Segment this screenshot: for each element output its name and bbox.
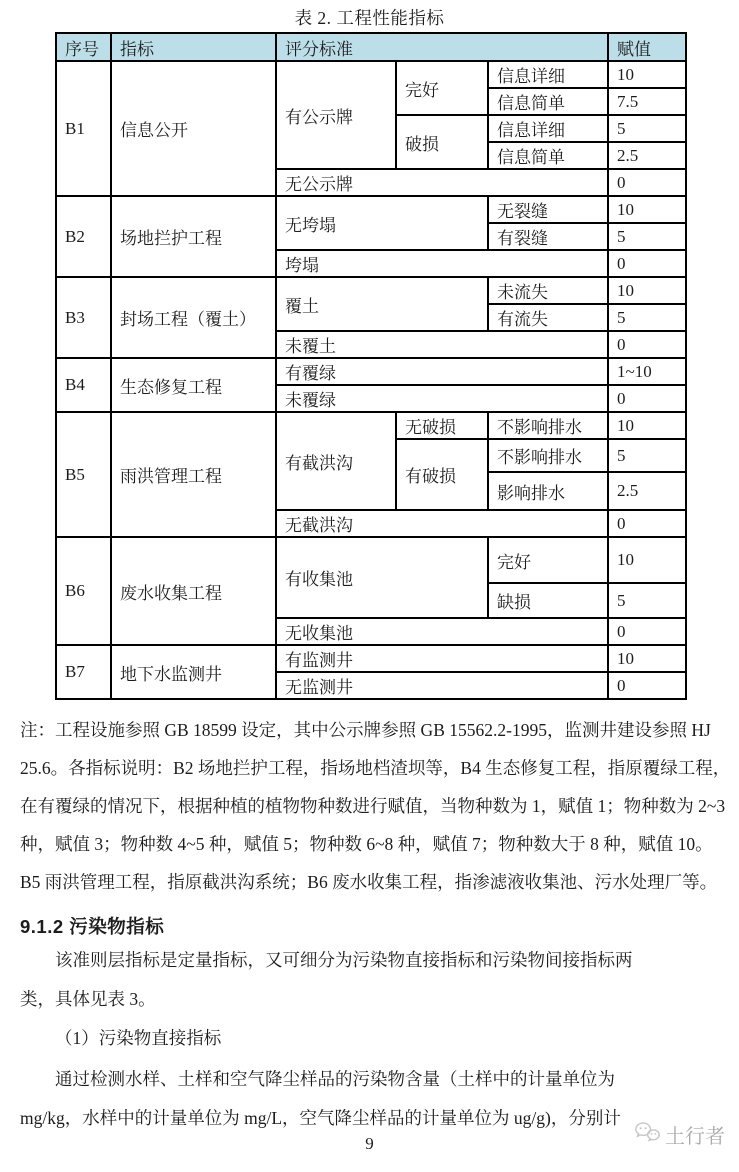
table-cell: 不影响排水 bbox=[488, 439, 608, 472]
table-cell: 地下水监测井 bbox=[111, 645, 276, 699]
table-cell: 0 bbox=[608, 169, 686, 196]
list-item: （1）污染物直接指标 bbox=[55, 1028, 222, 1048]
table-cell: 生态修复工程 bbox=[111, 358, 276, 412]
paragraph-1 bbox=[20, 941, 719, 1058]
table-cell: 10 bbox=[608, 645, 686, 672]
table-cell: 0 bbox=[608, 385, 686, 412]
section-heading: 9.1.2 污染物指标 bbox=[20, 916, 165, 937]
table-cell: 5 bbox=[608, 304, 686, 331]
table-cell: 有覆绿 bbox=[276, 358, 608, 385]
table-cell: 10 bbox=[608, 196, 686, 223]
table-cell: B2 bbox=[56, 196, 111, 277]
table-cell: B3 bbox=[56, 277, 111, 358]
watermark-label: 土行者 bbox=[665, 1126, 725, 1148]
table-cell: 7.5 bbox=[608, 88, 686, 115]
table-header-cell: 序号 bbox=[56, 33, 111, 61]
table-cell: 信息简单 bbox=[488, 142, 608, 169]
table-cell: 有破损 bbox=[396, 439, 488, 510]
table-cell: B7 bbox=[56, 645, 111, 699]
table-cell: 无截洪沟 bbox=[276, 510, 608, 537]
table-cell: 无垮塌 bbox=[276, 196, 488, 250]
table-cell: 影响排水 bbox=[488, 472, 608, 510]
table-header-row bbox=[56, 33, 686, 61]
table-cell: 0 bbox=[608, 510, 686, 537]
table-row bbox=[56, 645, 686, 672]
table-cell: 10 bbox=[608, 412, 686, 439]
table-cell: 信息详细 bbox=[488, 61, 608, 88]
table-cell: 无破损 bbox=[396, 412, 488, 439]
table-row bbox=[56, 196, 686, 223]
table-cell: 10 bbox=[608, 61, 686, 88]
table-row bbox=[56, 537, 686, 583]
paragraph-line: mg/kg，水样中的计量单位为 mg/L，空气降尘样品的计量单位为 ug/g)，分别计 bbox=[20, 1108, 621, 1128]
table-cell: 无公示牌 bbox=[276, 169, 608, 196]
paragraph-line: 该准则层指标是定量指标，又可细分为污染物直接指标和污染物间接指标两 bbox=[55, 950, 633, 970]
table-cell: 0 bbox=[608, 672, 686, 699]
table-cell: 覆土 bbox=[276, 277, 488, 331]
table-cell: 缺损 bbox=[488, 583, 608, 618]
table-row bbox=[56, 61, 686, 88]
table-row bbox=[56, 277, 686, 304]
table-cell: 10 bbox=[608, 537, 686, 583]
table-cell: B6 bbox=[56, 537, 111, 645]
table-cell: 无监测井 bbox=[276, 672, 608, 699]
table-cell: 封场工程（覆土） bbox=[111, 277, 276, 358]
table-cell: 垮塌 bbox=[276, 250, 608, 277]
table-cell: 0 bbox=[608, 250, 686, 277]
table-cell: 1~10 bbox=[608, 358, 686, 385]
table-cell: 5 bbox=[608, 115, 686, 142]
table-cell: 有公示牌 bbox=[276, 61, 396, 169]
table-cell: B1 bbox=[56, 61, 111, 196]
paragraph-2 bbox=[20, 1060, 719, 1138]
table-cell: 信息详细 bbox=[488, 115, 608, 142]
table-header-cell: 赋值 bbox=[608, 33, 686, 61]
table-cell: 5 bbox=[608, 583, 686, 618]
table-cell: 未覆土 bbox=[276, 331, 608, 358]
performance-table bbox=[55, 32, 687, 700]
table-cell: 有流失 bbox=[488, 304, 608, 331]
table-cell: 雨洪管理工程 bbox=[111, 412, 276, 537]
table-cell: 2.5 bbox=[608, 142, 686, 169]
table-cell: 有裂缝 bbox=[488, 223, 608, 250]
table-cell: 有监测井 bbox=[276, 645, 608, 672]
paragraph-line: 通过检测水样、土样和空气降尘样品的污染物含量（土样中的计量单位为 bbox=[55, 1069, 615, 1089]
table-cell: 0 bbox=[608, 618, 686, 645]
table-cell: 无裂缝 bbox=[488, 196, 608, 223]
note-line: B5 雨洪管理工程，指原截洪沟系统；B6 废水收集工程，指渗滤液收集池、污水处理厂等。 bbox=[20, 872, 718, 892]
table-header-cell: 指标 bbox=[111, 33, 276, 61]
paragraph-line: 类，具体见表 3。 bbox=[20, 989, 156, 1009]
table-cell: 有收集池 bbox=[276, 537, 488, 618]
table-cell: 未覆绿 bbox=[276, 385, 608, 412]
table-cell: 无收集池 bbox=[276, 618, 608, 645]
note-line: 在有覆绿的情况下，根据种植的植物物种数进行赋值，当物种数为 1，赋值 1；物种数为 2~3 bbox=[20, 796, 726, 816]
page-number: 9 bbox=[365, 1134, 374, 1153]
table-caption: 表 2. 工程性能指标 bbox=[294, 8, 445, 28]
table-cell: 破损 bbox=[396, 115, 488, 169]
note-line: 25.6。各指标说明：B2 场地拦护工程，指场地档渣坝等，B4 生态修复工程，指原覆绿工程， bbox=[20, 758, 731, 778]
table-cell: 0 bbox=[608, 331, 686, 358]
table-row bbox=[56, 358, 686, 385]
table-cell: 5 bbox=[608, 223, 686, 250]
table-cell: 场地拦护工程 bbox=[111, 196, 276, 277]
table-cell: 10 bbox=[608, 277, 686, 304]
note-line: 种，赋值 3；物种数 4~5 种，赋值 5；物种数 6~8 种，赋值 7；物种数大于 8 种，赋值 10。 bbox=[20, 834, 713, 854]
note-line: 注：工程设施参照 GB 18599 设定，其中公示牌参照 GB 15562.2-1995，监测井建设参照 HJ bbox=[20, 720, 711, 740]
table-header-cell: 评分标准 bbox=[276, 33, 608, 61]
table-cell: 未流失 bbox=[488, 277, 608, 304]
table-cell: B5 bbox=[56, 412, 111, 537]
table-note bbox=[20, 711, 731, 901]
table-cell: 不影响排水 bbox=[488, 412, 608, 439]
table-cell: 5 bbox=[608, 439, 686, 472]
table-cell: 废水收集工程 bbox=[111, 537, 276, 645]
table-cell: 2.5 bbox=[608, 472, 686, 510]
table-cell: 完好 bbox=[396, 61, 488, 115]
table-row bbox=[56, 412, 686, 439]
table-cell: 信息简单 bbox=[488, 88, 608, 115]
table-cell: 完好 bbox=[488, 537, 608, 583]
table-cell: 有截洪沟 bbox=[276, 412, 396, 510]
table-cell: 信息公开 bbox=[111, 61, 276, 196]
table-cell: B4 bbox=[56, 358, 111, 412]
